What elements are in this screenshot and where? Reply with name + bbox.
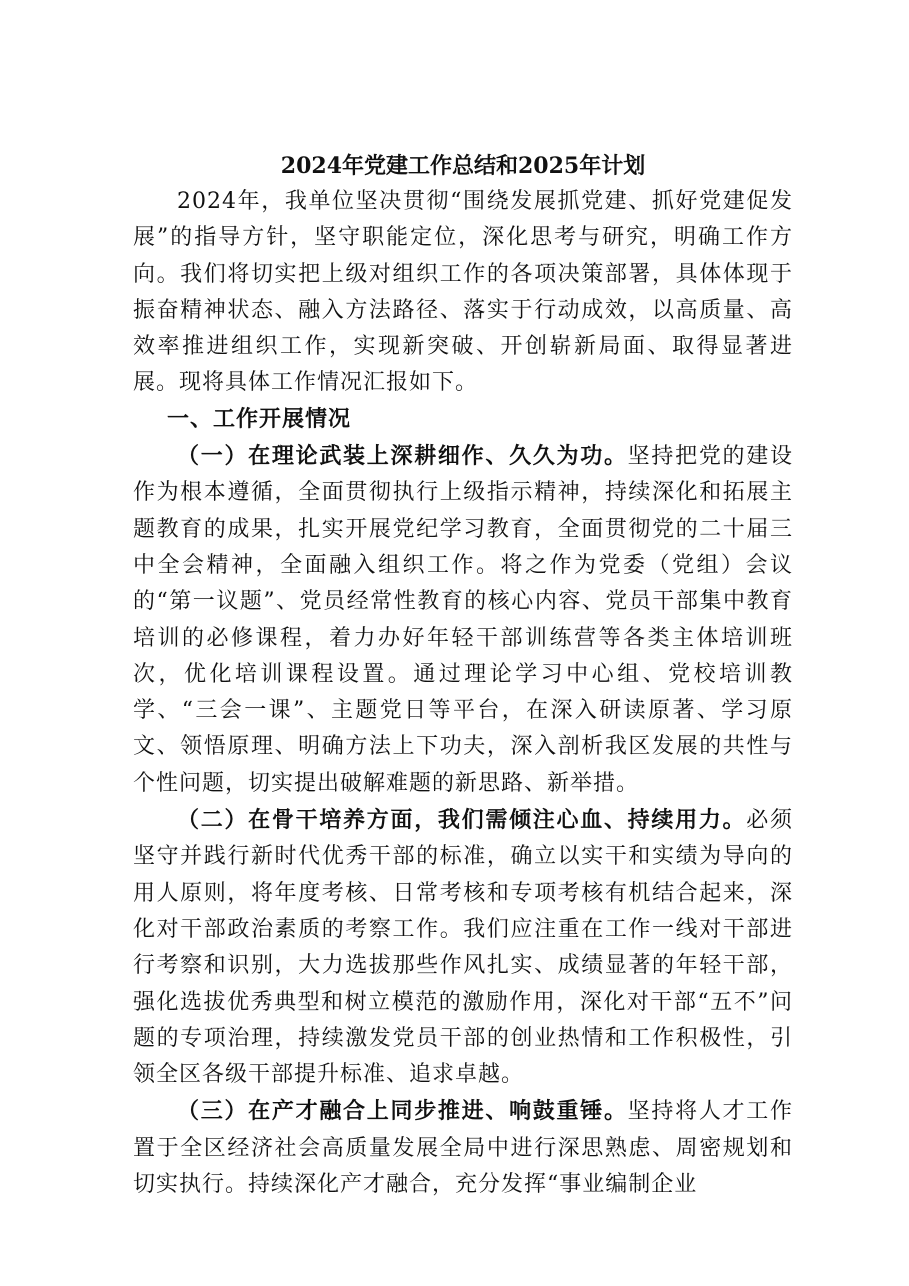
item-lead-cadre: （二）在骨干培养方面，我们需倾注心血、持续用力。: [177, 807, 747, 834]
item-paragraph-cadre: [133, 802, 793, 1093]
item-body-cadre: 必须坚守并践行新时代优秀干部的标准，确立以实干和实绩为导向的用人原则，将年度考核、日常考核和专项考核有机结合起来，深化对干部政治素质的考察工作。我们应注重在工作一线对干部进行考察和识别，大力选拔那些作风扎实、成绩显著的年轻干部，强化选拔优秀典型和树立模范的激励作用，深化对干部“五不”问题的专项治理，持续激发党员干部的创业热情和工作积极性，引领全区各级干部提升标准、追求卓越。: [133, 808, 793, 1088]
item-paragraph-theory: [133, 438, 793, 802]
item-paragraph-talent: [133, 1093, 793, 1203]
item-body-talent: 坚持将人才工作置于全区经济社会高质量发展全局中进行深思熟虑、周密规划和切实执行。持续深化产才融合，充分发挥“事业编制企业: [133, 1099, 793, 1198]
section-heading-work-status: 一、工作开展情况: [167, 406, 352, 432]
item-body-theory: 坚持把党的建设作为根本遵循，全面贯彻执行上级指示精神，持续深化和拓展主题教育的成果，扎实开展党纪学习教育，全面贯彻党的二十届三中全会精神，全面融入组织工作。将之作为党委（党组）会议的“第一议题”、党员经常性教育的核心内容、党员干部集中教育培训的必修课程，着力办好年轻干部训练营等各类主体培训班次，优化培训课程设置。通过理论学习中心组、党校培训教学、“三会一课”、主题党日等平台，在深入研读原著、学习原文、领悟原理、明确方法上下功夫，深入剖析我区发展的共性与个性问题，切实提出破解难题的新思路、新举措。: [133, 444, 793, 796]
intro-paragraph: 2024年，我单位坚决贯彻“围绕发展抓党建、抓好党建促发展”的指导方针，坚守职能定位，深化思考与研究，明确工作方向。我们将切实把上级对组织工作的各项决策部署，具体体现于振奋精神状态、融入方法路径、落实于行动成效，以高质量、高效率推进组织工作，实现新突破、开创崭新局面、取得显著进展。现将具体工作情况汇报如下。: [133, 189, 793, 396]
item-lead-theory: （一）在理论武装上深耕细作、久久为功。: [177, 443, 628, 470]
document-title: 2024年党建工作总结和2025年计划: [280, 153, 646, 179]
item-lead-talent: （三）在产才融合上同步推进、响鼓重锤。: [177, 1098, 628, 1125]
document-body: [133, 148, 793, 1203]
